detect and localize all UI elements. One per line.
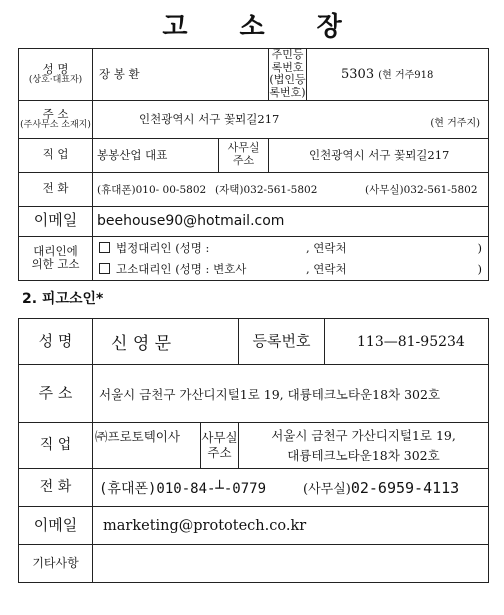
complainant-name: 장 봉 환 bbox=[93, 49, 269, 101]
defendant-phone-row bbox=[19, 469, 489, 507]
defendant-regno: 113—81-95234 bbox=[325, 319, 489, 365]
email-label: 이메일 bbox=[19, 206, 93, 236]
defendant-phones bbox=[93, 469, 489, 507]
rep-label: 대리인에 의한 고소 bbox=[19, 236, 93, 280]
complainant-rep-row bbox=[19, 236, 489, 280]
complainant-table bbox=[18, 48, 489, 281]
address-note: (현 거주지) bbox=[430, 117, 481, 129]
defendant-address-row bbox=[19, 365, 489, 423]
defendant-name-row bbox=[19, 319, 489, 365]
complainant-email-row bbox=[19, 206, 489, 236]
defendant-phone-office-prefix: (사무실) bbox=[303, 481, 351, 497]
rep-legal-contact: , 연락처 bbox=[306, 240, 347, 255]
complainant-address-cell bbox=[93, 100, 489, 138]
rep-legal-checkbox[interactable] bbox=[99, 242, 110, 253]
phone-home: (자택)032-561-5802 bbox=[215, 183, 318, 196]
name-label: 성 명 (상호·대표자) bbox=[19, 49, 93, 101]
defendant-regno-label: 등록번호 bbox=[239, 319, 325, 365]
section-defendant-heading: 2. 피고소인* bbox=[22, 291, 104, 307]
complainant-phones bbox=[93, 172, 489, 206]
defendant-etc bbox=[93, 545, 489, 583]
rep-legal-label: 법정대리인 (성명 : bbox=[116, 240, 210, 255]
defendant-address-label: 주 소 bbox=[19, 365, 93, 423]
defendant-etc-row bbox=[19, 545, 489, 583]
complainant-address-row bbox=[19, 100, 489, 138]
rep-complaint-label: 고소대리인 (성명 : 변호사 bbox=[116, 261, 247, 276]
complainant-regno: 5303 (현 거주918 bbox=[307, 49, 489, 101]
phone-office: (사무실)032-561-5802 bbox=[365, 183, 478, 196]
complainant-email: beehouse90@hotmail.com bbox=[93, 206, 489, 236]
complainant-job-row bbox=[19, 138, 489, 172]
defendant-name-label: 성 명 bbox=[19, 319, 93, 365]
complainant-job: 봉봉산업 대표 bbox=[93, 138, 219, 172]
rep-complaint-close: ) bbox=[477, 261, 483, 276]
rep-complaint-checkbox[interactable] bbox=[99, 263, 110, 274]
rep-options bbox=[93, 236, 489, 280]
defendant-office-label: 사무실 주소 bbox=[201, 423, 239, 469]
defendant-email-label: 이메일 bbox=[19, 507, 93, 545]
defendant-address: 서울시 금천구 가산디지털1로 19, 대륭테크노타운18차 302호 bbox=[93, 365, 489, 423]
defendant-phone-label: 전 화 bbox=[19, 469, 93, 507]
defendant-phone-mobile: (휴대폰)010-84-┴-0779 bbox=[99, 480, 267, 497]
rep-legal-close: ) bbox=[477, 240, 483, 255]
defendant-job-label: 직 업 bbox=[19, 423, 93, 469]
job-label: 직 업 bbox=[19, 138, 93, 172]
rep-complaint-contact: , 연락처 bbox=[306, 261, 347, 276]
complainant-office-address: 인천광역시 서구 꽃뫼길217 bbox=[269, 138, 489, 172]
title-char: 장 bbox=[316, 12, 342, 42]
rep-complaint-option bbox=[93, 258, 488, 279]
defendant-name: 신 영 문 bbox=[93, 319, 239, 365]
defendant-table bbox=[18, 318, 489, 583]
title-char: 소 bbox=[239, 12, 265, 42]
document-title bbox=[0, 6, 504, 43]
address-label: 주 소 (주사무소 소재지) bbox=[19, 100, 93, 138]
defendant-email: marketing@prototech.co.kr bbox=[93, 507, 489, 545]
defendant-job: ㈜프로토텍이사 bbox=[93, 423, 201, 469]
regno-label: 주민등록번호 (법인등록번호) bbox=[269, 48, 306, 99]
complainant-phone-row bbox=[19, 172, 489, 206]
defendant-phone-office: 02-6959-4113 bbox=[350, 478, 460, 497]
title-char: 고 bbox=[162, 12, 188, 42]
phone-label: 전 화 bbox=[19, 172, 93, 206]
defendant-etc-label: 기타사항 bbox=[19, 545, 93, 583]
rep-legal-option bbox=[93, 237, 488, 258]
phone-mobile: (휴대폰)010- 00-5802 bbox=[97, 183, 207, 196]
complainant-name-row bbox=[19, 49, 489, 101]
defendant-email-row bbox=[19, 507, 489, 545]
defendant-job-row bbox=[19, 423, 489, 469]
complainant-address: 인천광역시 서구 꽃뫼길217 bbox=[139, 112, 280, 127]
office-label: 사무실 주소 bbox=[219, 138, 269, 172]
defendant-office-address: 서울시 금천구 가산디지털1로 19, 대륭테크노타운18차 302호 bbox=[239, 423, 489, 469]
